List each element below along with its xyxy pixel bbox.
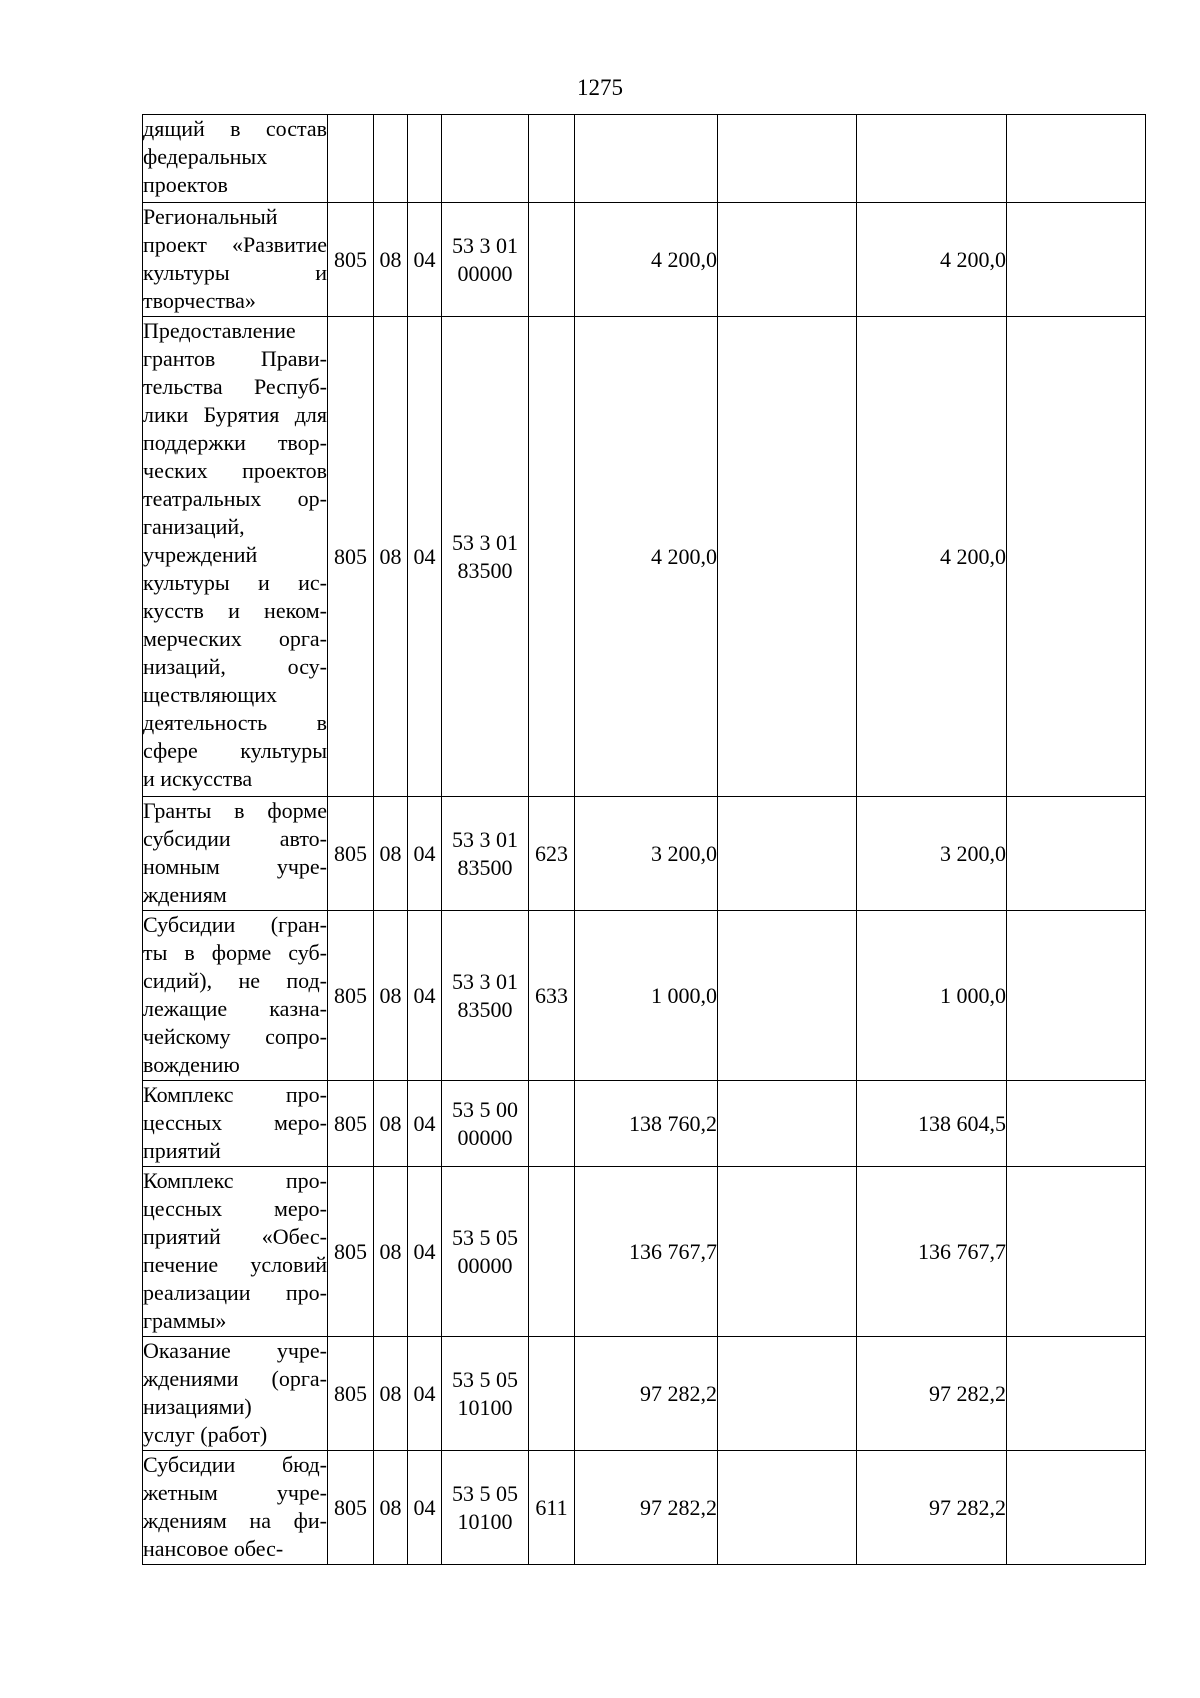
subsection-code-cell: 04	[408, 1167, 442, 1337]
row-name-cell	[143, 1337, 328, 1451]
expense-type-cell: 611	[529, 1451, 575, 1565]
amount-2-cell	[718, 1081, 857, 1167]
row-name-line: Предоставление	[143, 318, 296, 343]
section-code-cell: 08	[374, 911, 408, 1081]
row-name-line: мерческих орга-	[143, 626, 327, 651]
section-code-cell: 08	[374, 1081, 408, 1167]
amount-3-cell: 3 200,0	[857, 797, 1007, 911]
target-article-line: 53 5 05	[452, 1480, 518, 1506]
row-name-line: ждениям на фи-	[143, 1508, 327, 1533]
row-name-line: учреждений	[143, 542, 258, 567]
amount-3-cell: 136 767,7	[857, 1167, 1007, 1337]
ministry-code-cell	[328, 115, 374, 203]
subsection-code-cell	[408, 115, 442, 203]
section-code-cell: 08	[374, 1167, 408, 1337]
table-row	[143, 115, 1146, 203]
table-row	[143, 1081, 1146, 1167]
table-row	[143, 1167, 1146, 1337]
row-name-line: творчества»	[143, 288, 256, 313]
target-article-cell	[442, 911, 529, 1081]
row-name-line: реализации про-	[143, 1280, 327, 1305]
row-name-line: граммы»	[143, 1308, 227, 1333]
target-article-cell	[442, 1167, 529, 1337]
table-row	[143, 911, 1146, 1081]
subsection-code-cell: 04	[408, 203, 442, 317]
row-name-line: сидий), не под-	[143, 968, 327, 993]
expense-type-cell: 633	[529, 911, 575, 1081]
amount-2-cell	[718, 317, 857, 797]
amount-4-cell	[1007, 797, 1146, 911]
row-name-line: нансовое обес-	[143, 1536, 284, 1561]
row-name-cell	[143, 115, 328, 203]
expense-type-cell	[529, 1337, 575, 1451]
amount-3-cell: 97 282,2	[857, 1337, 1007, 1451]
row-name-line: поддержки твор-	[143, 430, 327, 455]
row-name-line: ществляющих	[143, 682, 277, 707]
subsection-code-cell: 04	[408, 1081, 442, 1167]
row-name-line: проект «Развитие	[143, 232, 327, 257]
row-name-line: театральных ор-	[143, 486, 327, 511]
target-article-line: 53 3 01	[452, 529, 518, 555]
amount-1-cell: 97 282,2	[575, 1451, 718, 1565]
target-article-line: 83500	[457, 996, 513, 1022]
subsection-code-cell: 04	[408, 1337, 442, 1451]
target-article-line: 53 5 00	[452, 1096, 518, 1122]
target-article-cell	[442, 1081, 529, 1167]
amount-1-cell: 4 200,0	[575, 203, 718, 317]
row-name-line: и искусства	[143, 766, 253, 791]
page-number: 1275	[577, 75, 623, 100]
row-name-line: субсидии авто-	[143, 826, 327, 851]
row-name-line: низаций, осу-	[143, 654, 327, 679]
row-name-line: лики Бурятия для	[143, 402, 327, 427]
amount-1-cell: 3 200,0	[575, 797, 718, 911]
amount-4-cell	[1007, 911, 1146, 1081]
row-name-line: кусств и неком-	[143, 598, 327, 623]
row-name-line: культуры и ис-	[143, 570, 327, 595]
row-name-line: цессных меро-	[143, 1110, 327, 1135]
ministry-code-cell: 805	[328, 317, 374, 797]
row-name-line: дящий в состав	[143, 116, 327, 141]
target-article-line: 83500	[457, 854, 513, 880]
row-name-cell	[143, 1167, 328, 1337]
amount-3-cell: 97 282,2	[857, 1451, 1007, 1565]
row-name-line: вождению	[143, 1052, 240, 1077]
row-name-cell	[143, 317, 328, 797]
row-name-line: грантов Прави-	[143, 346, 327, 371]
row-name-cell	[143, 203, 328, 317]
row-name-line: ждениями (орга-	[143, 1366, 327, 1391]
target-article-line: 00000	[457, 1252, 513, 1278]
subsection-code-cell: 04	[408, 797, 442, 911]
target-article-cell	[442, 797, 529, 911]
section-code-cell	[374, 115, 408, 203]
target-article-cell	[442, 203, 529, 317]
target-article-line: 53 5 05	[452, 1224, 518, 1250]
row-name-line: Комплекс про-	[143, 1082, 327, 1107]
section-code-cell: 08	[374, 317, 408, 797]
amount-1-cell: 138 760,2	[575, 1081, 718, 1167]
amount-4-cell	[1007, 1167, 1146, 1337]
amount-1-cell: 1 000,0	[575, 911, 718, 1081]
subsection-code-cell: 04	[408, 911, 442, 1081]
row-name-line: Субсидии (гран-	[143, 912, 327, 937]
table-row	[143, 203, 1146, 317]
ministry-code-cell: 805	[328, 797, 374, 911]
row-name-cell	[143, 911, 328, 1081]
target-article-line: 53 3 01	[452, 968, 518, 994]
amount-3-cell: 138 604,5	[857, 1081, 1007, 1167]
target-article-cell	[442, 1337, 529, 1451]
expense-type-cell	[529, 115, 575, 203]
row-name-line: печение условий	[143, 1252, 327, 1277]
row-name-line: лежащие казна-	[143, 996, 327, 1021]
amount-1-cell: 4 200,0	[575, 317, 718, 797]
row-name-line: культуры и	[143, 260, 327, 285]
amount-1-cell	[575, 115, 718, 203]
row-name-line: тельства Респуб-	[143, 374, 327, 399]
target-article-line: 10100	[457, 1508, 513, 1534]
section-code-cell: 08	[374, 1337, 408, 1451]
amount-3-cell: 4 200,0	[857, 317, 1007, 797]
target-article-cell	[442, 317, 529, 797]
amount-4-cell	[1007, 203, 1146, 317]
amount-2-cell	[718, 1167, 857, 1337]
subsection-code-cell: 04	[408, 317, 442, 797]
amount-4-cell	[1007, 115, 1146, 203]
row-name-cell	[143, 797, 328, 911]
row-name-line: приятий «Обес-	[143, 1224, 327, 1249]
row-name-line: ческих проектов	[143, 458, 327, 483]
row-name-line: жетным учре-	[143, 1480, 327, 1505]
target-article-line: 53 3 01	[452, 826, 518, 852]
table-row	[143, 1451, 1146, 1565]
amount-2-cell	[718, 115, 857, 203]
row-name-line: Комплекс про-	[143, 1168, 327, 1193]
row-name-line: проектов	[143, 172, 228, 197]
amount-4-cell	[1007, 1337, 1146, 1451]
row-name-line: федеральных	[143, 144, 268, 169]
amount-4-cell	[1007, 1451, 1146, 1565]
budget-table	[142, 114, 1146, 1565]
row-name-line: ты в форме суб-	[143, 940, 327, 965]
expense-type-cell	[529, 1167, 575, 1337]
ministry-code-cell: 805	[328, 1337, 374, 1451]
ministry-code-cell: 805	[328, 1081, 374, 1167]
row-name-line: чейскому сопро-	[143, 1024, 327, 1049]
target-article-cell	[442, 115, 529, 203]
amount-3-cell: 4 200,0	[857, 203, 1007, 317]
target-article-line: 10100	[457, 1394, 513, 1420]
expense-type-cell	[529, 203, 575, 317]
section-code-cell: 08	[374, 1451, 408, 1565]
table-row	[143, 797, 1146, 911]
ministry-code-cell: 805	[328, 203, 374, 317]
row-name-line: ждениям	[143, 882, 227, 907]
amount-4-cell	[1007, 317, 1146, 797]
expense-type-cell	[529, 1081, 575, 1167]
expense-type-cell: 623	[529, 797, 575, 911]
section-code-cell: 08	[374, 203, 408, 317]
amount-2-cell	[718, 1337, 857, 1451]
row-name-line: Региональный	[143, 204, 278, 229]
row-name-line: услуг (работ)	[143, 1422, 268, 1447]
target-article-line: 53 3 01	[452, 232, 518, 258]
amount-3-cell: 1 000,0	[857, 911, 1007, 1081]
amount-1-cell: 97 282,2	[575, 1337, 718, 1451]
ministry-code-cell: 805	[328, 1167, 374, 1337]
amount-2-cell	[718, 797, 857, 911]
expense-type-cell	[529, 317, 575, 797]
target-article-cell	[442, 1451, 529, 1565]
row-name-line: сфере культуры	[143, 738, 327, 763]
amount-3-cell	[857, 115, 1007, 203]
row-name-line: цессных меро-	[143, 1196, 327, 1221]
ministry-code-cell: 805	[328, 911, 374, 1081]
target-article-line: 00000	[457, 1124, 513, 1150]
amount-1-cell: 136 767,7	[575, 1167, 718, 1337]
row-name-cell	[143, 1081, 328, 1167]
target-article-line: 83500	[457, 557, 513, 583]
row-name-line: деятельность в	[143, 710, 327, 735]
amount-2-cell	[718, 911, 857, 1081]
row-name-line: номным учре-	[143, 854, 327, 879]
amount-2-cell	[718, 1451, 857, 1565]
row-name-line: приятий	[143, 1138, 221, 1163]
budget-table-body	[143, 115, 1146, 1565]
amount-4-cell	[1007, 1081, 1146, 1167]
subsection-code-cell: 04	[408, 1451, 442, 1565]
row-name-line: Субсидии бюд-	[143, 1452, 327, 1477]
target-article-line: 00000	[457, 260, 513, 286]
row-name-line: Гранты в форме	[143, 798, 327, 823]
table-row	[143, 1337, 1146, 1451]
row-name-line: Оказание учре-	[143, 1338, 327, 1363]
table-row	[143, 317, 1146, 797]
row-name-line: низациями)	[143, 1394, 252, 1419]
row-name-line: ганизаций,	[143, 514, 245, 539]
ministry-code-cell: 805	[328, 1451, 374, 1565]
target-article-line: 53 5 05	[452, 1366, 518, 1392]
row-name-cell	[143, 1451, 328, 1565]
amount-2-cell	[718, 203, 857, 317]
section-code-cell: 08	[374, 797, 408, 911]
